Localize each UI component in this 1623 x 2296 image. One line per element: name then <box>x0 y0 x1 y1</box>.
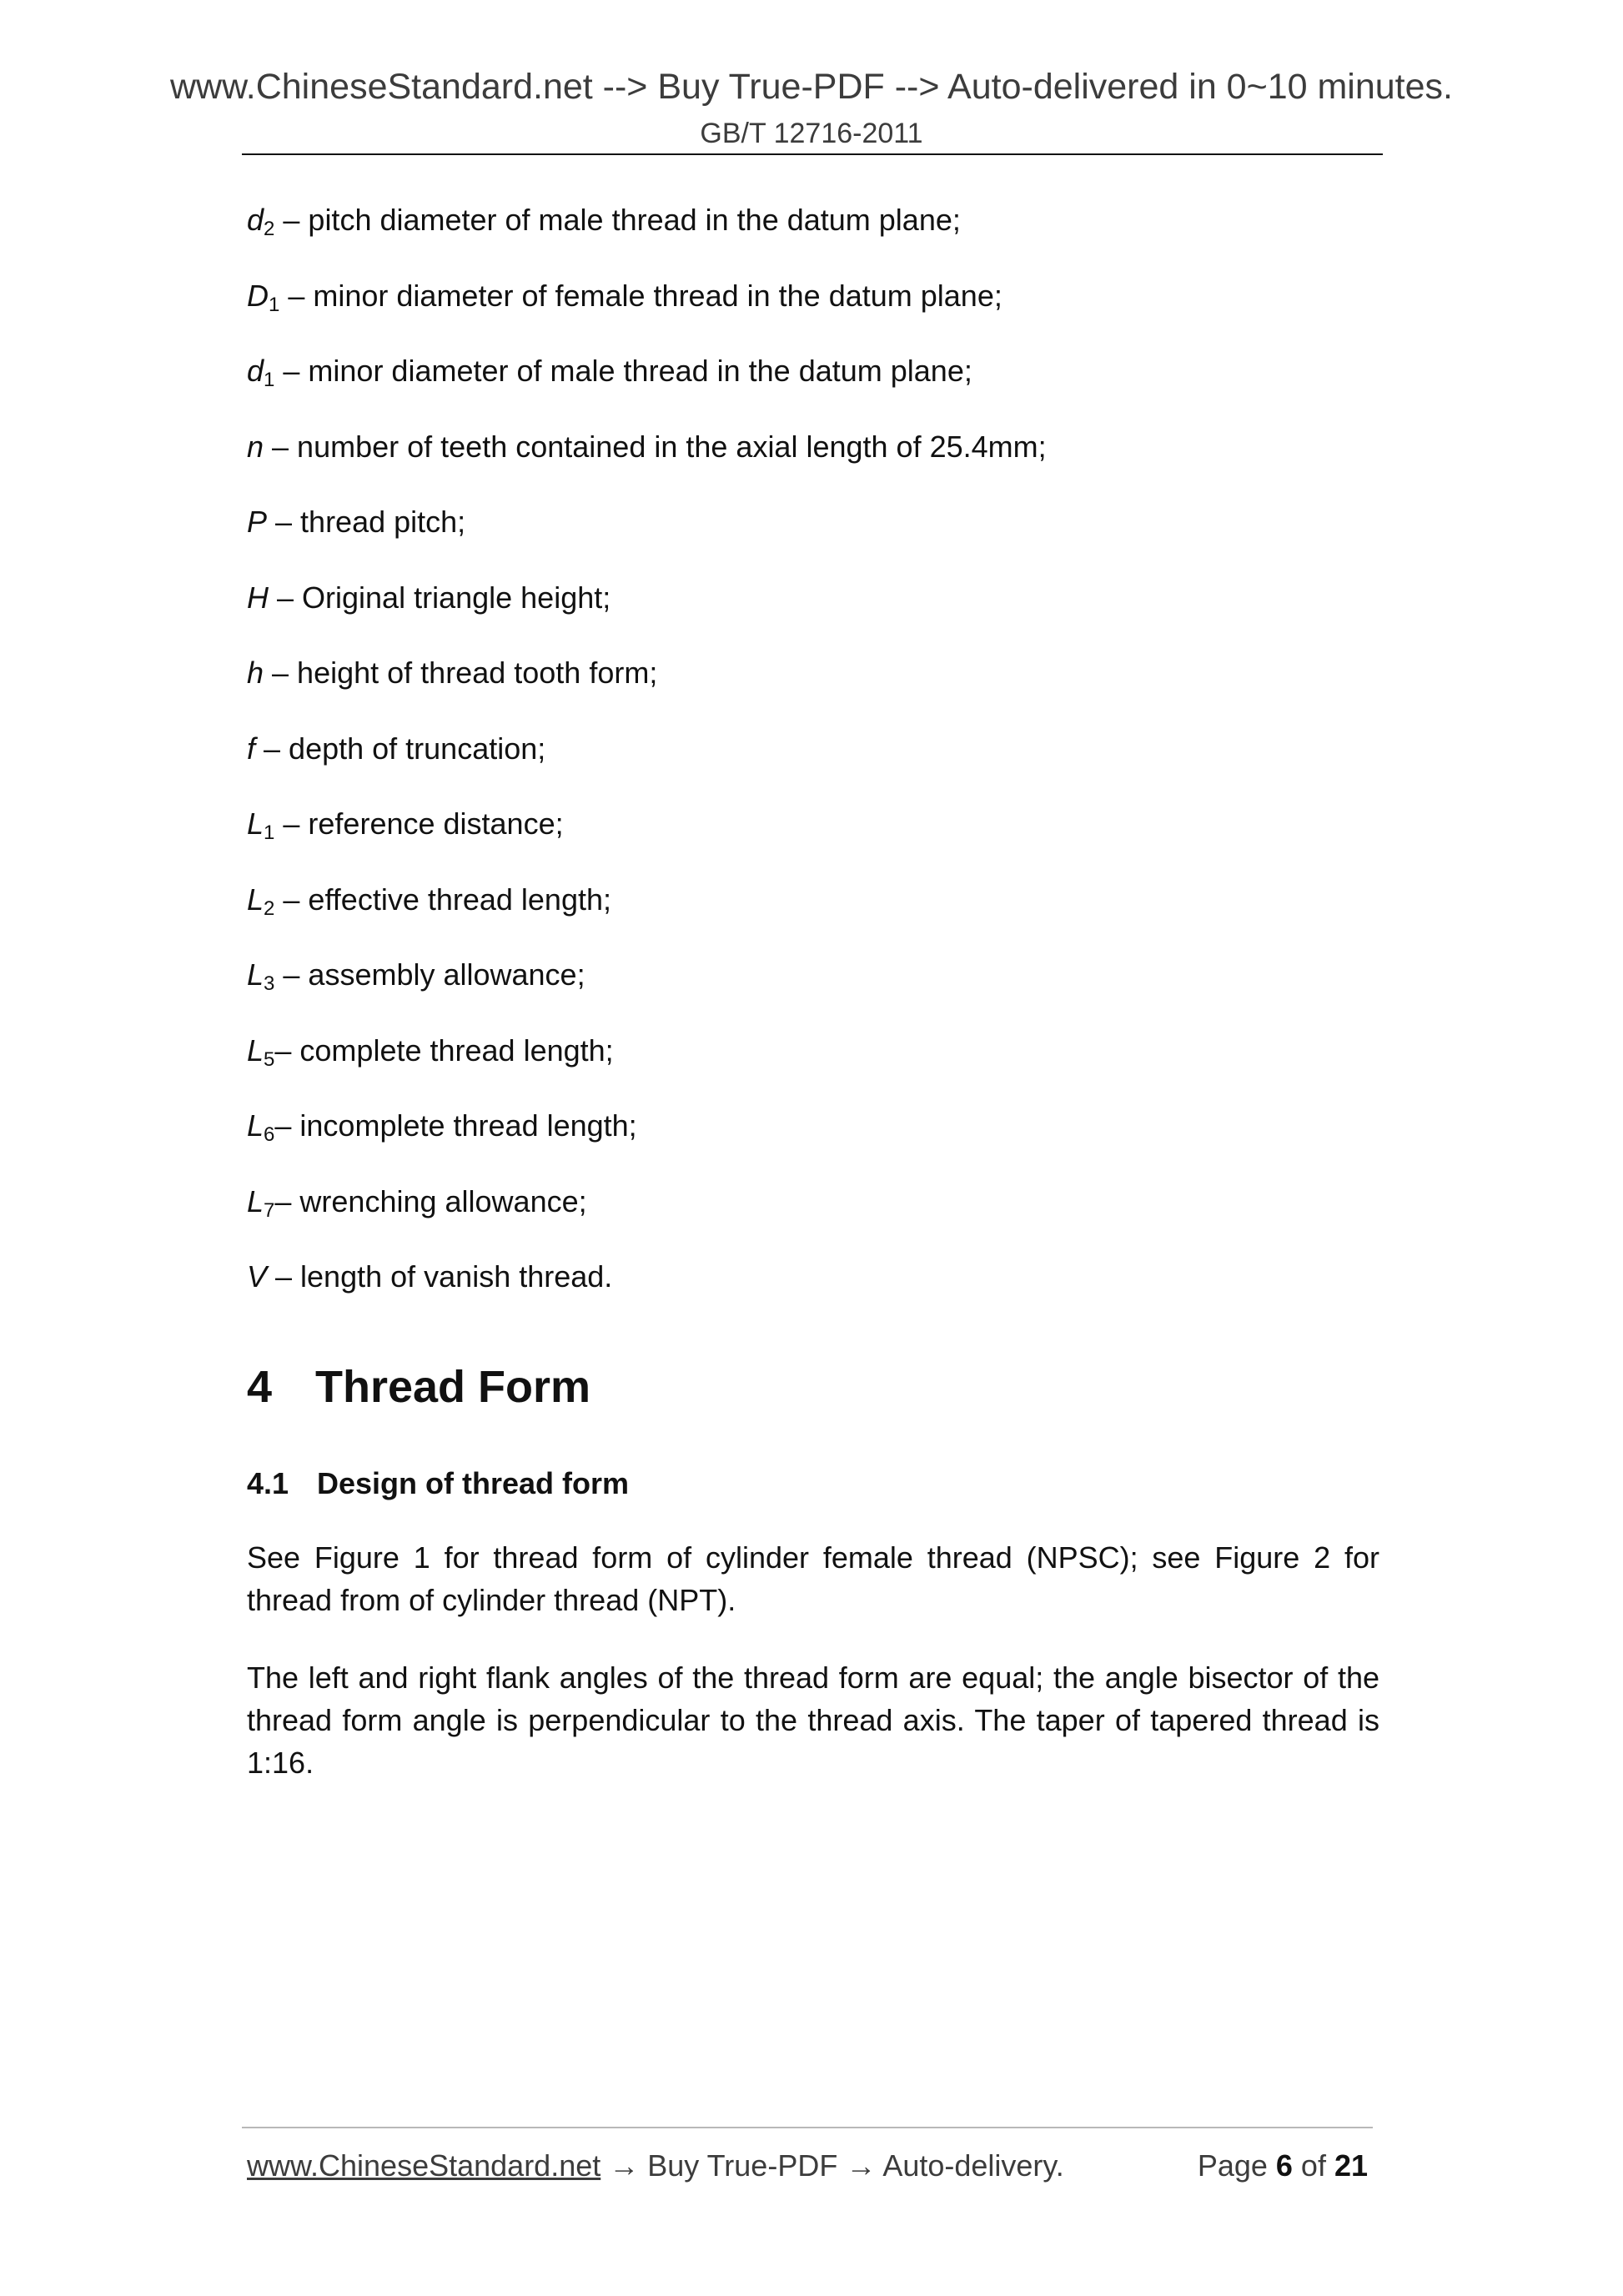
symbol-item <box>247 726 1047 801</box>
symbol-item <box>247 877 1047 952</box>
footer-divider <box>242 2127 1373 2128</box>
symbol: L <box>247 1183 264 1218</box>
symbol-item <box>247 801 1047 877</box>
symbol-subscript: 2 <box>264 897 275 920</box>
page-current: 6 <box>1275 2148 1293 2183</box>
symbol-item <box>247 348 1047 424</box>
symbol: L <box>247 1032 264 1068</box>
symbol-description: – wrenching allowance; <box>274 1183 587 1218</box>
symbol: V <box>247 1259 268 1294</box>
standard-code: GB/T 12716-2011 <box>700 118 923 149</box>
symbol: H <box>247 580 269 615</box>
symbol-description: – length of vanish thread. <box>267 1259 613 1294</box>
symbol-description: – minor diameter of female thread in the datum plane; <box>279 278 1002 313</box>
symbol-description: – Original triangle height; <box>269 580 611 615</box>
symbol-item <box>247 1178 1047 1254</box>
symbol-item <box>247 499 1047 575</box>
section-number: 4 <box>247 1362 273 1412</box>
subsection-heading <box>247 1465 629 1503</box>
symbol-list <box>247 197 1047 1329</box>
header-banner: www.ChineseStandard.net --> Buy True-PDF --> Auto-delivered in 0~10 minutes. <box>169 67 1453 107</box>
symbol-subscript: 6 <box>264 1123 275 1146</box>
symbol-item <box>247 197 1047 273</box>
symbol-description: – effective thread length; <box>274 882 612 917</box>
symbol-item <box>247 273 1047 349</box>
symbol: f <box>247 731 256 766</box>
symbol: h <box>247 656 264 690</box>
paragraph: The left and right flank angles of the thread form are equal; the angle bisector of the thread form angle is perpendicular to the thread axis. The taper of tapered thread is 1:16. <box>247 1660 1379 1780</box>
footer-tail: → Buy True-PDF → Auto-delivery. <box>600 2148 1064 2183</box>
symbol: L <box>247 957 264 992</box>
subsection-number: 4.1 <box>247 1466 289 1500</box>
symbol: D <box>247 278 269 313</box>
page-prefix: Page <box>1197 2148 1276 2183</box>
symbol: d <box>247 354 264 388</box>
symbol-description: – height of thread tooth form; <box>264 656 658 690</box>
symbol: L <box>247 806 264 841</box>
symbol: P <box>247 505 268 539</box>
section-heading <box>247 1358 590 1416</box>
symbol-subscript: 1 <box>269 293 280 316</box>
paragraph: See Figure 1 for thread form of cylinder female thread (NPSC); see Figure 2 for thread from of cylinder thread (NPT). <box>247 1540 1379 1617</box>
header-divider <box>242 153 1383 155</box>
symbol: d <box>247 203 264 237</box>
symbol-subscript: 1 <box>264 369 275 391</box>
symbol-item <box>247 952 1047 1027</box>
symbol-item <box>247 1254 1047 1329</box>
symbol-subscript: 7 <box>264 1198 275 1222</box>
symbol-description: – complete thread length; <box>274 1032 614 1068</box>
symbol-subscript: 3 <box>264 972 275 995</box>
symbol-subscript: 2 <box>264 218 275 240</box>
footer-left <box>247 2147 1064 2185</box>
page-of: of <box>1292 2148 1334 2183</box>
symbol-description: – assembly allowance; <box>274 957 585 992</box>
symbol-description: – incomplete thread length; <box>274 1108 637 1143</box>
page-number <box>1198 2147 1368 2185</box>
symbol-item <box>247 575 1047 651</box>
symbol-description: – thread pitch; <box>267 505 466 539</box>
symbol: L <box>247 882 264 917</box>
symbol-description: – number of teeth contained in the axial length of 25.4mm; <box>264 429 1047 464</box>
symbol-item <box>247 1103 1047 1178</box>
page-total: 21 <box>1334 2148 1368 2183</box>
symbol-description: – minor diameter of male thread in the datum plane; <box>274 354 972 388</box>
symbol-item <box>247 1027 1047 1103</box>
symbol-item <box>247 650 1047 726</box>
symbol-description: – reference distance; <box>274 806 564 841</box>
subsection-title: Design of thread form <box>317 1466 630 1500</box>
symbol: n <box>247 429 264 464</box>
symbol-subscript: 1 <box>264 821 275 844</box>
symbol-subscript: 5 <box>264 1048 275 1071</box>
symbol-description: – depth of truncation; <box>255 731 546 766</box>
symbol-item <box>247 424 1047 500</box>
footer-link[interactable]: www.ChineseStandard.net <box>247 2148 601 2183</box>
symbol: L <box>247 1108 264 1143</box>
symbol-description: – pitch diameter of male thread in the datum plane; <box>274 203 961 237</box>
section-title: Thread Form <box>315 1362 591 1412</box>
